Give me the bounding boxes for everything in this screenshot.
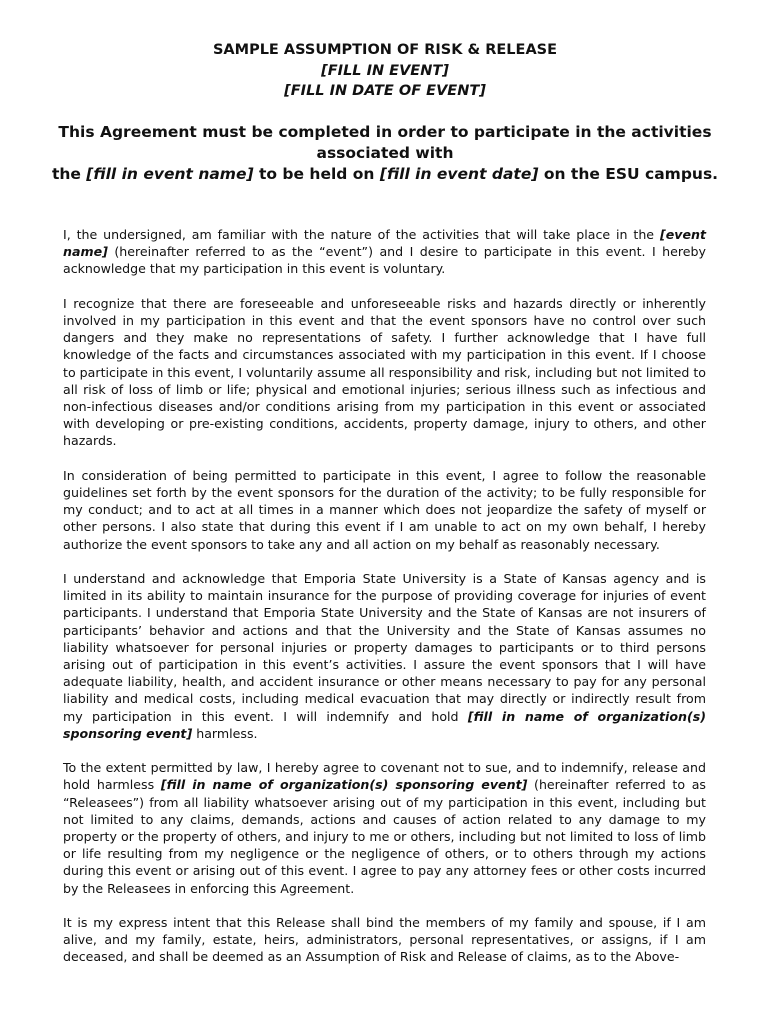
organization-placeholder: [fill in name of organization(s) sponsoring event] bbox=[63, 708, 706, 741]
agreement-text: to be held on bbox=[253, 164, 380, 183]
event-placeholder: [FILL IN EVENT] bbox=[321, 62, 449, 79]
event-name-placeholder: [fill in event name] bbox=[86, 164, 254, 183]
event-date-placeholder: [fill in event date] bbox=[379, 164, 539, 183]
paragraph-insurance bbox=[63, 570, 706, 742]
paragraph-text: (hereinafter referred to as the “event”) and I desire to participate in this event. I hereby acknowledge that my participation in this event is voluntary. bbox=[63, 244, 706, 277]
agreement-line: This Agreement must be completed in order to participate in the activities associated with bbox=[58, 123, 712, 162]
paragraph-release bbox=[63, 759, 706, 897]
paragraph-conduct: In consideration of being permitted to participate in this event, I agree to follow the reasonable guidelines set forth by the event sponsors for the duration of the activity; to be fully responsible for my conduct; and to act at all times in a manner which does not jeopardize the safety of myself or other persons. I also state that during this event if I am unable to act on my own behalf, I hereby authorize the event sponsors to take any and all action on my behalf as reasonably necessary. bbox=[63, 467, 706, 552]
paragraph-text: harmless. bbox=[192, 725, 258, 741]
paragraph-text: To the extent permitted by law, I hereby agree to covenant not to sue, and to indemnify, release and hold harmless bbox=[63, 760, 706, 793]
agreement-text: on the ESU campus. bbox=[538, 164, 719, 183]
paragraph-text: (hereinafter referred to as “Releasees”) from all liability whatsoever arising out of my participation in this event, including but not limited to any claims, demands, actions and causes of action related to any damage to my property or the property of others, and injury to me or others, including but not limited to loss of limb or life resulting from my negligence or the negligence of others, or to others through my actions during this event or arising out of this event. I agree to pay any attorney fees or other costs incurred by the Releasees in enforcing this Agreement. bbox=[63, 777, 706, 896]
paragraph-risks: I recognize that there are foreseeable and unforeseeable risks and hazards directly or inherently involved in my participation in this event and that the event sponsors have no control over such dangers and they make no representations of safety. I further acknowledge that I have full knowledge of the facts and circumstances associated with my participation in this event. If I choose to participate in this event, I voluntarily assume all responsibility and risk, including but not limited to all risk of loss of limb or life; physical and emotional injuries; serious illness such as infectious and non-infectious diseases and/or conditions arising from my participation in this event or associated with developing or pre-existing conditions, accidents, property damage, injury to others, and other hazards. bbox=[63, 295, 706, 449]
agreement-text: the bbox=[51, 164, 87, 183]
paragraph-text: I understand and acknowledge that Emporia State University is a State of Kansas agency and is limited in its ability to maintain insurance for the purpose of providing coverage for injuries of event participants. I understand that Emporia State University and the State of Kansas are not insurers of participants’ behavior and actions and that the University and the State of Kansas assumes no liability whatsoever for personal injuries or property damages to participants or to third persons arising out of participation in this event’s activities. I assure the event sponsors that I will have adequate liability, health, and accident insurance or other means necessary to pay for any personal liability and medical costs, including medical evacuation that may directly or indirectly result from my participation in this event. I will indemnify and hold bbox=[63, 571, 706, 724]
paragraph-intent: It is my express intent that this Release shall bind the members of my family and spouse, if I am alive, and my family, estate, heirs, administrators, personal representatives, or assigns, if I am deceased, and shall be deemed as an Assumption of Risk and Release of claims, as to the Above- bbox=[63, 915, 706, 965]
document-body bbox=[63, 226, 706, 983]
paragraph-participation bbox=[63, 226, 706, 278]
paragraph-text: I, the undersigned, am familiar with the nature of the activities that will take place in the bbox=[63, 227, 660, 242]
title-line: SAMPLE ASSUMPTION OF RISK & RELEASE bbox=[212, 42, 558, 58]
event-name-placeholder: [event name] bbox=[63, 227, 706, 260]
agreement-heading bbox=[50, 122, 720, 184]
event-date-placeholder: [FILL IN DATE OF EVENT] bbox=[284, 83, 486, 99]
document-title bbox=[0, 40, 770, 102]
agreement-event-line bbox=[50, 164, 720, 185]
organization-placeholder: [fill in name of organization(s) sponsoring event] bbox=[160, 777, 528, 793]
